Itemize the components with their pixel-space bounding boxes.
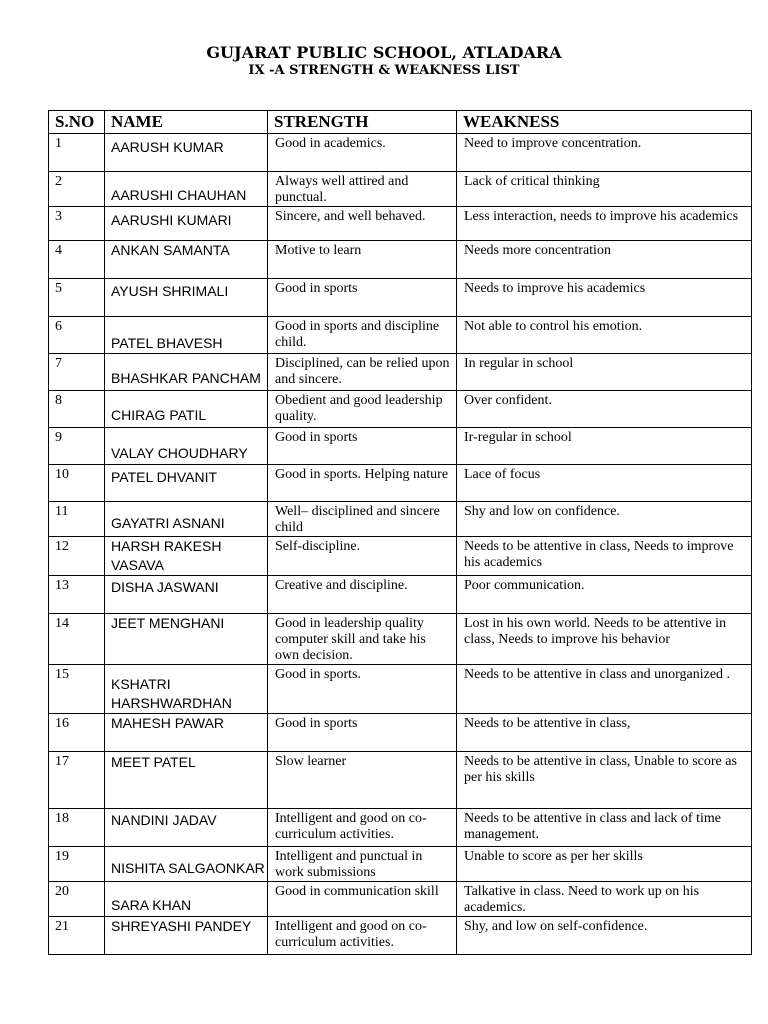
student-name: HARSH RAKESH VASAVA (105, 537, 268, 576)
row-sno: 1 (49, 134, 105, 172)
table-row (49, 465, 752, 502)
table-row (49, 207, 752, 241)
table-row (49, 917, 752, 955)
table-row (49, 614, 752, 665)
table-row (49, 317, 752, 354)
table-row (49, 714, 752, 752)
table-row (49, 428, 752, 465)
row-weakness: Needs to be attentive in class, (457, 714, 752, 752)
table-header-row (49, 111, 752, 134)
row-strength: Good in academics. (268, 134, 457, 172)
row-weakness: Need to improve concentration. (457, 134, 752, 172)
student-name: NANDINI JADAV (105, 809, 268, 847)
row-sno: 14 (49, 614, 105, 665)
row-weakness: Needs to be attentive in class, Unable to score as per his skills (457, 752, 752, 809)
table-row (49, 576, 752, 614)
row-sno: 15 (49, 665, 105, 714)
student-name: BHASHKAR PANCHAM (105, 354, 268, 391)
row-weakness: Unable to score as per her skills (457, 847, 752, 882)
student-name: PATEL BHAVESH (105, 317, 268, 354)
table-row (49, 354, 752, 391)
row-strength: Well– disciplined and sincere child (268, 502, 457, 537)
row-strength: Slow learner (268, 752, 457, 809)
row-strength: Good in leadership quality computer skill and take his own decision. (268, 614, 457, 665)
student-name: NISHITA SALGAONKAR (105, 847, 268, 882)
row-sno: 9 (49, 428, 105, 465)
column-header-strength: STRENGTH (268, 111, 457, 134)
row-strength: Creative and discipline. (268, 576, 457, 614)
row-sno: 2 (49, 172, 105, 207)
row-weakness: Less interaction, needs to improve his academics (457, 207, 752, 241)
student-name: ANKAN SAMANTA (105, 241, 268, 279)
table-row (49, 391, 752, 428)
student-name: AARUSH KUMAR (105, 134, 268, 172)
table-row (49, 665, 752, 714)
table-row (49, 537, 752, 576)
row-strength: Good in sports and discipline child. (268, 317, 457, 354)
list-subtitle: IX -A STRENGTH & WEAKNESS LIST (248, 63, 520, 78)
row-strength: Good in sports. (268, 665, 457, 714)
student-name: GAYATRI ASNANI (105, 502, 268, 537)
row-sno: 10 (49, 465, 105, 502)
row-weakness: Over confident. (457, 391, 752, 428)
row-strength: Intelligent and good on co-curriculum activities. (268, 917, 457, 955)
row-sno: 3 (49, 207, 105, 241)
row-sno: 5 (49, 279, 105, 317)
row-sno: 8 (49, 391, 105, 428)
row-strength: Motive to learn (268, 241, 457, 279)
table-row (49, 502, 752, 537)
row-weakness: Lost in his own world. Needs to be attentive in class, Needs to improve his behavior (457, 614, 752, 665)
student-name: KSHATRI HARSHWARDHAN (105, 665, 268, 714)
row-sno: 21 (49, 917, 105, 955)
table-row (49, 241, 752, 279)
table-row (49, 134, 752, 172)
row-weakness: Lace of focus (457, 465, 752, 502)
row-strength: Good in sports (268, 428, 457, 465)
row-sno: 19 (49, 847, 105, 882)
student-name: AYUSH SHRIMALI (105, 279, 268, 317)
row-sno: 11 (49, 502, 105, 537)
student-name: CHIRAG PATIL (105, 391, 268, 428)
column-header-name: NAME (105, 111, 268, 134)
row-strength: Disciplined, can be relied upon and sincere. (268, 354, 457, 391)
row-weakness: Shy and low on confidence. (457, 502, 752, 537)
table-row (49, 279, 752, 317)
student-name: AARUSHI CHAUHAN (105, 172, 268, 207)
row-strength: Good in sports (268, 279, 457, 317)
row-strength: Intelligent and punctual in work submissions (268, 847, 457, 882)
row-sno: 4 (49, 241, 105, 279)
row-weakness: In regular in school (457, 354, 752, 391)
table-row (49, 882, 752, 917)
table-row (49, 752, 752, 809)
row-strength: Always well attired and punctual. (268, 172, 457, 207)
row-sno: 13 (49, 576, 105, 614)
row-sno: 17 (49, 752, 105, 809)
row-strength: Obedient and good leadership quality. (268, 391, 457, 428)
row-sno: 18 (49, 809, 105, 847)
row-weakness: Needs to be attentive in class and lack of time management. (457, 809, 752, 847)
row-weakness: Needs more concentration (457, 241, 752, 279)
student-name: PATEL DHVANIT (105, 465, 268, 502)
student-name: SHREYASHI PANDEY (105, 917, 268, 955)
student-name: SARA KHAN (105, 882, 268, 917)
row-strength: Self-discipline. (268, 537, 457, 576)
row-weakness: Needs to improve his academics (457, 279, 752, 317)
column-header-weakness: WEAKNESS (457, 111, 752, 134)
student-name: VALAY CHOUDHARY (105, 428, 268, 465)
row-weakness: Talkative in class. Need to work up on his academics. (457, 882, 752, 917)
row-weakness: Not able to control his emotion. (457, 317, 752, 354)
student-name: JEET MENGHANI (105, 614, 268, 665)
table-row (49, 809, 752, 847)
row-weakness: Ir-regular in school (457, 428, 752, 465)
table-row (49, 172, 752, 207)
strength-weakness-table (48, 110, 752, 955)
student-name: MAHESH PAWAR (105, 714, 268, 752)
table-row (49, 847, 752, 882)
column-header-sno: S.NO (49, 111, 105, 134)
row-strength: Sincere, and well behaved. (268, 207, 457, 241)
row-strength: Intelligent and good on co-curriculum activities. (268, 809, 457, 847)
row-sno: 6 (49, 317, 105, 354)
row-sno: 20 (49, 882, 105, 917)
row-sno: 7 (49, 354, 105, 391)
row-weakness: Lack of critical thinking (457, 172, 752, 207)
row-sno: 12 (49, 537, 105, 576)
row-weakness: Shy, and low on self-confidence. (457, 917, 752, 955)
row-strength: Good in sports. Helping nature (268, 465, 457, 502)
student-name: DISHA JASWANI (105, 576, 268, 614)
row-weakness: Needs to be attentive in class and unorganized . (457, 665, 752, 714)
row-strength: Good in communication skill (268, 882, 457, 917)
student-name: AARUSHI KUMARI (105, 207, 268, 241)
row-strength: Good in sports (268, 714, 457, 752)
school-title: GUJARAT PUBLIC SCHOOL, ATLADARA (206, 43, 562, 62)
row-weakness: Needs to be attentive in class, Needs to improve his academics (457, 537, 752, 576)
student-name: MEET PATEL (105, 752, 268, 809)
row-sno: 16 (49, 714, 105, 752)
row-weakness: Poor communication. (457, 576, 752, 614)
